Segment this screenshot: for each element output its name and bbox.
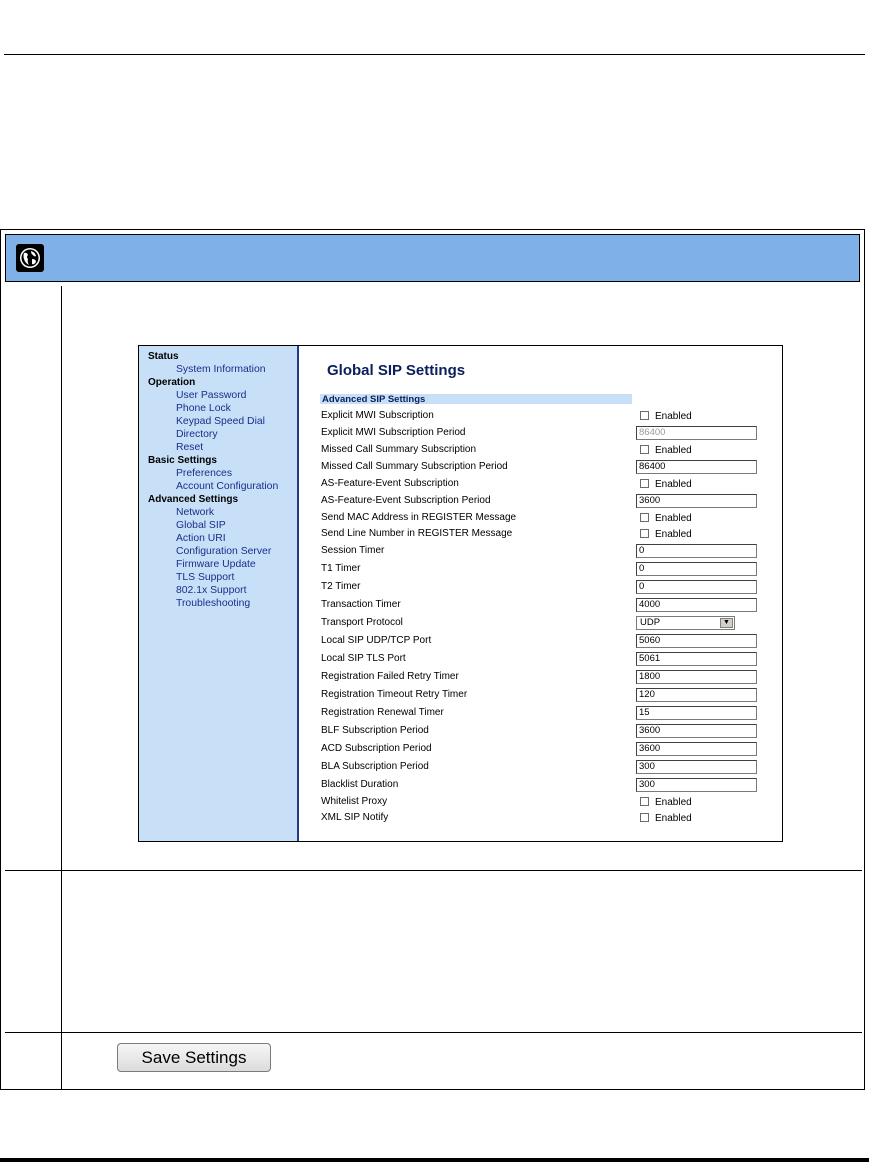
setting-row [321, 494, 761, 508]
sidebar-item-configuration-server[interactable]: Configuration Server [176, 546, 272, 557]
setting-label: T1 Timer [321, 563, 361, 574]
select-value: UDP [640, 617, 661, 628]
setting-label: Local SIP UDP/TCP Port [321, 635, 432, 646]
enabled-checkbox[interactable] [640, 445, 649, 454]
setting-input[interactable]: 1800 [636, 670, 757, 684]
sidebar-item-firmware-update[interactable]: Firmware Update [176, 559, 256, 570]
sidebar-item-action-uri[interactable]: Action URI [176, 533, 226, 544]
sidebar-item-reset[interactable]: Reset [176, 442, 204, 453]
setting-label: Missed Call Summary Subscription Period [321, 461, 508, 472]
sidebar-category: Status [148, 351, 179, 362]
setting-input[interactable]: 3600 [636, 742, 757, 756]
setting-row [321, 544, 761, 558]
setting-row [321, 811, 761, 825]
enabled-label: Enabled [655, 479, 692, 490]
setting-label: AS-Feature-Event Subscription [321, 478, 459, 489]
sidebar-item-global-sip[interactable]: Global SIP [176, 520, 226, 531]
transport-protocol-select[interactable] [636, 616, 735, 630]
setting-input[interactable]: 3600 [636, 724, 757, 738]
enabled-label: Enabled [655, 529, 692, 540]
enabled-label: Enabled [655, 445, 692, 456]
sidebar-item-directory[interactable]: Directory [176, 429, 218, 440]
setting-label: Send MAC Address in REGISTER Message [321, 512, 517, 523]
setting-input: 86400 [636, 426, 757, 440]
setting-label: Explicit MWI Subscription Period [321, 427, 466, 438]
enabled-checkbox[interactable] [640, 529, 649, 538]
enabled-label: Enabled [655, 411, 692, 422]
save-settings-button[interactable]: Save Settings [117, 1043, 271, 1072]
enabled-label: Enabled [655, 813, 692, 824]
setting-label: Registration Renewal Timer [321, 707, 444, 718]
enabled-checkbox[interactable] [640, 479, 649, 488]
enabled-checkbox[interactable] [640, 813, 649, 822]
setting-input[interactable]: 0 [636, 544, 757, 558]
sidebar-item-preferences[interactable]: Preferences [176, 468, 233, 479]
enabled-checkbox[interactable] [640, 797, 649, 806]
setting-input[interactable]: 3600 [636, 494, 757, 508]
sidebar-item-user-password[interactable]: User Password [176, 390, 247, 401]
row-divider [5, 870, 862, 871]
chevron-down-icon[interactable]: ▼ [720, 618, 733, 628]
sidebar-item-tls-support[interactable]: TLS Support [176, 572, 235, 583]
top-rule [4, 54, 865, 55]
setting-label: ACD Subscription Period [321, 743, 432, 754]
setting-row [321, 409, 761, 423]
setting-label: Transport Protocol [321, 617, 403, 628]
setting-row [321, 634, 761, 648]
setting-label: Local SIP TLS Port [321, 653, 406, 664]
setting-input[interactable]: 120 [636, 688, 757, 702]
setting-label: Session Timer [321, 545, 385, 556]
setting-input[interactable]: 5061 [636, 652, 757, 666]
setting-row [321, 670, 761, 684]
setting-row [321, 477, 761, 491]
setting-row [321, 460, 761, 474]
setting-row [321, 527, 761, 541]
column-divider [61, 286, 62, 1089]
setting-input[interactable]: 4000 [636, 598, 757, 612]
setting-input[interactable]: 5060 [636, 634, 757, 648]
setting-row [321, 616, 761, 630]
setting-label: XML SIP Notify [321, 812, 389, 823]
main-panel [299, 346, 782, 841]
setting-row [321, 760, 761, 774]
setting-input[interactable]: 300 [636, 760, 757, 774]
setting-label: Explicit MWI Subscription [321, 410, 434, 421]
setting-row [321, 652, 761, 666]
enabled-checkbox[interactable] [640, 513, 649, 522]
setting-label: Whitelist Proxy [321, 796, 388, 807]
setting-row [321, 580, 761, 594]
sidebar-category: Basic Settings [148, 455, 217, 466]
sidebar-nav [139, 346, 299, 841]
setting-row [321, 562, 761, 576]
setting-row [321, 443, 761, 457]
setting-label: Registration Failed Retry Timer [321, 671, 459, 682]
setting-row [321, 724, 761, 738]
globe-icon [16, 244, 44, 272]
setting-label: BLA Subscription Period [321, 761, 429, 772]
sidebar-item-phone-lock[interactable]: Phone Lock [176, 403, 231, 414]
page-title: Global SIP Settings [327, 362, 466, 379]
setting-label: Registration Timeout Retry Timer [321, 689, 468, 700]
bottom-rule [0, 1158, 869, 1162]
procedure-table [0, 229, 865, 1090]
setting-label: Send Line Number in REGISTER Message [321, 528, 513, 539]
setting-input[interactable]: 15 [636, 706, 757, 720]
setting-label: Missed Call Summary Subscription [321, 444, 477, 455]
setting-row [321, 778, 761, 792]
sidebar-category: Advanced Settings [148, 494, 239, 505]
section-title: Advanced SIP Settings [322, 394, 426, 405]
sidebar-item-troubleshooting[interactable]: Troubleshooting [176, 598, 251, 609]
setting-row [321, 598, 761, 612]
sidebar-item-keypad-speed-dial[interactable]: Keypad Speed Dial [176, 416, 265, 427]
enabled-label: Enabled [655, 513, 692, 524]
web-ui-screenshot [138, 345, 783, 842]
web-ui-header-bar [5, 234, 860, 282]
sidebar-item-network[interactable]: Network [176, 507, 215, 518]
setting-input[interactable]: 0 [636, 580, 757, 594]
setting-input[interactable]: 86400 [636, 460, 757, 474]
setting-row [321, 706, 761, 720]
sidebar-item-account-configuration[interactable]: Account Configuration [176, 481, 279, 492]
setting-row [321, 511, 761, 525]
enabled-label: Enabled [655, 797, 692, 808]
setting-label: Blacklist Duration [321, 779, 399, 790]
setting-row [321, 742, 761, 756]
setting-label: AS-Feature-Event Subscription Period [321, 495, 491, 506]
sidebar-item-802-1x-support[interactable]: 802.1x Support [176, 585, 247, 596]
sidebar-category: Operation [148, 377, 196, 388]
setting-input[interactable]: 0 [636, 562, 757, 576]
sidebar-item-system-information[interactable]: System Information [176, 364, 266, 375]
setting-row [321, 795, 761, 809]
setting-row [321, 426, 761, 440]
setting-row [321, 688, 761, 702]
setting-label: T2 Timer [321, 581, 361, 592]
setting-input[interactable]: 300 [636, 778, 757, 792]
enabled-checkbox[interactable] [640, 411, 649, 420]
setting-label: Transaction Timer [321, 599, 401, 610]
setting-label: BLF Subscription Period [321, 725, 429, 736]
row-divider [5, 1032, 862, 1033]
